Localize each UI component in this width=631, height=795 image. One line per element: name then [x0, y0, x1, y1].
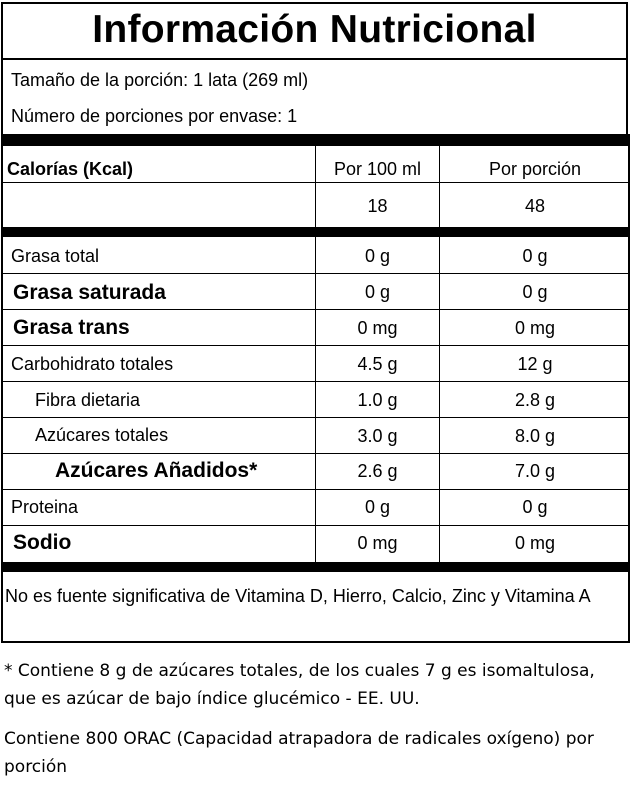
- nutrient-name: Carbohidrato totales: [11, 354, 174, 374]
- row-divider: [3, 309, 628, 310]
- row-divider: [3, 273, 628, 274]
- nutrient-name: Grasa saturada: [13, 281, 166, 304]
- row-divider: [3, 489, 628, 490]
- footnote-orac: Contiene 800 ORAC (Capacidad atrapadora de radicales oxígeno) por porción: [4, 729, 594, 777]
- nutrient-value-portion: 0 mg: [514, 318, 556, 338]
- nutrient-name: Grasa total: [11, 246, 100, 266]
- nutrient-value-portion: 0 g: [522, 497, 548, 517]
- nutrient-value-100ml: 4.5 g: [357, 354, 398, 374]
- nutrient-table: [1, 145, 630, 643]
- thick-divider: [1, 562, 630, 572]
- nutrient-value-100ml: 1.0 g: [357, 390, 398, 410]
- calories-label: Calorías (Kcal): [7, 159, 134, 179]
- nutrient-value-100ml: 0 g: [364, 497, 391, 517]
- row-divider: [3, 182, 628, 183]
- row-divider: [3, 525, 628, 526]
- nutrient-value-100ml: 2.6 g: [357, 461, 398, 481]
- nutrient-value-portion: 12 g: [517, 354, 553, 374]
- nutrient-name: Fibra dietaria: [35, 390, 141, 410]
- column-header-100ml: Por 100 ml: [333, 159, 422, 179]
- bottom-border: [3, 641, 628, 643]
- nutrient-value-portion: 2.8 g: [514, 390, 556, 410]
- nutrient-value-portion: 0 g: [522, 246, 548, 266]
- nutrient-name: Azúcares totales: [35, 425, 169, 445]
- nutrient-value-portion: 7.0 g: [514, 461, 556, 481]
- footnote-sugar: * Contiene 8 g de azúcares totales, de los cuales 7 g es isomaltulosa, que es azúcar de bajo índice glucémico - EE. UU.: [4, 661, 595, 709]
- thick-divider: [1, 227, 630, 237]
- nutrient-name: Sodio: [13, 531, 72, 554]
- nutrient-value-100ml: 0 mg: [357, 318, 398, 338]
- nutrient-name: Azúcares Añadidos*: [55, 459, 258, 482]
- nutrient-name: Grasa trans: [13, 316, 130, 339]
- nutrient-value-100ml: 0 g: [364, 246, 391, 266]
- row-divider: [3, 345, 628, 346]
- nutrient-value-100ml: 0 mg: [357, 533, 398, 553]
- calories-per-100ml: 18: [367, 196, 388, 216]
- nutrient-value-portion: 0 mg: [514, 533, 556, 553]
- row-divider: [3, 417, 628, 418]
- serving-size: Tamaño de la porción: 1 lata (269 ml): [11, 70, 309, 90]
- vitamin-note: No es fuente significativa de Vitamina D, Hierro, Calcio, Zinc y Vitamina A: [5, 586, 591, 606]
- calories-per-portion: 48: [524, 196, 546, 216]
- title-box: [1, 2, 628, 60]
- row-divider: [3, 381, 628, 382]
- nutrient-value-100ml: 3.0 g: [357, 426, 398, 446]
- column-header-portion: Por porción: [488, 159, 582, 179]
- nutrient-name: Proteina: [11, 497, 79, 517]
- servings-per-container: Número de porciones por envase: 1: [11, 106, 298, 126]
- row-divider: [3, 453, 628, 454]
- nutrient-value-portion: 0 g: [522, 282, 548, 302]
- label-title: Información Nutricional: [92, 8, 537, 51]
- nutrient-value-100ml: 0 g: [364, 282, 391, 302]
- nutrient-value-portion: 8.0 g: [514, 426, 556, 446]
- serving-info: [1, 58, 628, 136]
